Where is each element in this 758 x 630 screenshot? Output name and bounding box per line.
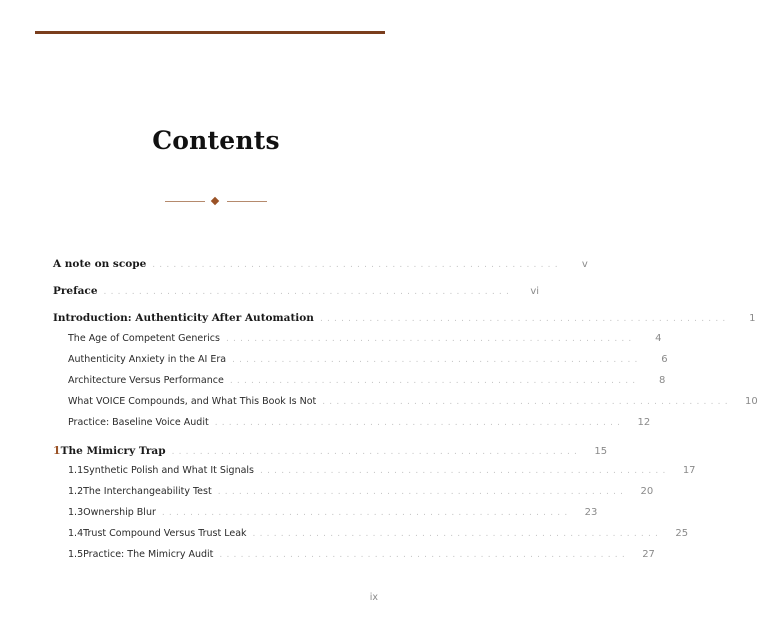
toc-entry-label: Preface bbox=[53, 285, 98, 297]
section-number: 1.2 bbox=[68, 486, 84, 497]
toc-page-number: 1 bbox=[749, 313, 756, 324]
toc-page-number: 10 bbox=[745, 396, 758, 407]
toc-entry-note-on-scope[interactable] bbox=[53, 258, 588, 274]
toc-section[interactable] bbox=[68, 486, 654, 502]
toc-entry-label: The Interchangeability Test bbox=[83, 486, 212, 497]
section-number: 1.4 bbox=[68, 528, 84, 539]
toc-entry-label: Architecture Versus Performance bbox=[68, 375, 224, 386]
section-number: 1.3 bbox=[68, 507, 84, 518]
toc-leader-dots: .......................................................... bbox=[217, 487, 628, 497]
toc-entry-label: The Mimicry Trap bbox=[60, 445, 166, 457]
toc-leader-dots: .......................................................... bbox=[161, 508, 572, 518]
toc-page-number: 6 bbox=[661, 354, 668, 365]
toc-section[interactable] bbox=[68, 549, 655, 565]
toc-entry-label: Practice: The Mimicry Audit bbox=[83, 549, 214, 560]
toc-entry-label: Trust Compound Versus Trust Leak bbox=[83, 528, 247, 539]
toc-entry-chapter-1[interactable] bbox=[53, 444, 608, 460]
toc-entry-label: Authenticity Anxiety in the AI Era bbox=[68, 354, 227, 365]
toc-entry-introduction[interactable] bbox=[53, 312, 756, 328]
toc-entry-label: Ownership Blur bbox=[83, 507, 156, 518]
page-folio: ix bbox=[369, 592, 378, 603]
toc-leader-dots: .......................................................... bbox=[232, 355, 642, 365]
toc-leader-dots: .......................................................... bbox=[322, 397, 732, 407]
toc-page-number: 15 bbox=[594, 446, 608, 457]
toc-page-number: 23 bbox=[584, 507, 598, 518]
toc-page-number: 4 bbox=[655, 333, 662, 344]
toc-leader-dots: .......................................................... bbox=[103, 287, 514, 297]
section-number: 1.1 bbox=[68, 465, 84, 476]
toc-subentry[interactable] bbox=[68, 417, 651, 433]
toc-entry-label: What VOICE Compounds, and What This Book Is Not bbox=[68, 396, 317, 407]
toc-entry-label: Synthetic Polish and What It Signals bbox=[83, 465, 255, 476]
toc-leader-dots: .......................................................... bbox=[171, 447, 582, 457]
toc-page-number: 8 bbox=[659, 375, 666, 386]
toc-page-number: v bbox=[581, 259, 588, 270]
toc-leader-dots: .......................................................... bbox=[319, 314, 730, 324]
toc-leader-dots: .......................................................... bbox=[152, 260, 562, 270]
toc-section[interactable] bbox=[68, 465, 696, 481]
toc-leader-dots: .......................................................... bbox=[219, 550, 629, 560]
toc-entry-label: The Age of Competent Generics bbox=[68, 333, 220, 344]
toc-leader-dots: .......................................................... bbox=[214, 418, 625, 428]
toc-page-number: 17 bbox=[682, 465, 696, 476]
toc-subentry[interactable] bbox=[68, 375, 666, 391]
toc-leader-dots: .......................................................... bbox=[225, 334, 636, 344]
toc-leader-dots: .......................................................... bbox=[252, 529, 663, 539]
chapter-number: 1 bbox=[53, 444, 61, 457]
toc-page-number: vi bbox=[530, 286, 540, 297]
toc-page-number: 25 bbox=[675, 528, 689, 539]
section-number: 1.5 bbox=[68, 549, 84, 560]
toc-entry-label: Practice: Baseline Voice Audit bbox=[68, 417, 209, 428]
toc-subentry[interactable] bbox=[68, 354, 668, 370]
toc-page-number: 27 bbox=[642, 549, 655, 560]
toc-page-number: 12 bbox=[637, 417, 651, 428]
toc-entry-preface[interactable] bbox=[53, 285, 540, 301]
toc-leader-dots: .......................................................... bbox=[229, 376, 640, 386]
toc-entry-label: Introduction: Authenticity After Automation bbox=[53, 312, 314, 324]
toc-page-number: 20 bbox=[640, 486, 654, 497]
toc-entry-label: A note on scope bbox=[53, 258, 147, 270]
toc-subentry[interactable] bbox=[68, 396, 758, 412]
toc-section[interactable] bbox=[68, 507, 598, 523]
toc-section[interactable] bbox=[68, 528, 689, 544]
toc-leader-dots: .......................................................... bbox=[260, 466, 670, 476]
toc-subentry[interactable] bbox=[68, 333, 662, 349]
page-title: Contents bbox=[152, 126, 280, 155]
